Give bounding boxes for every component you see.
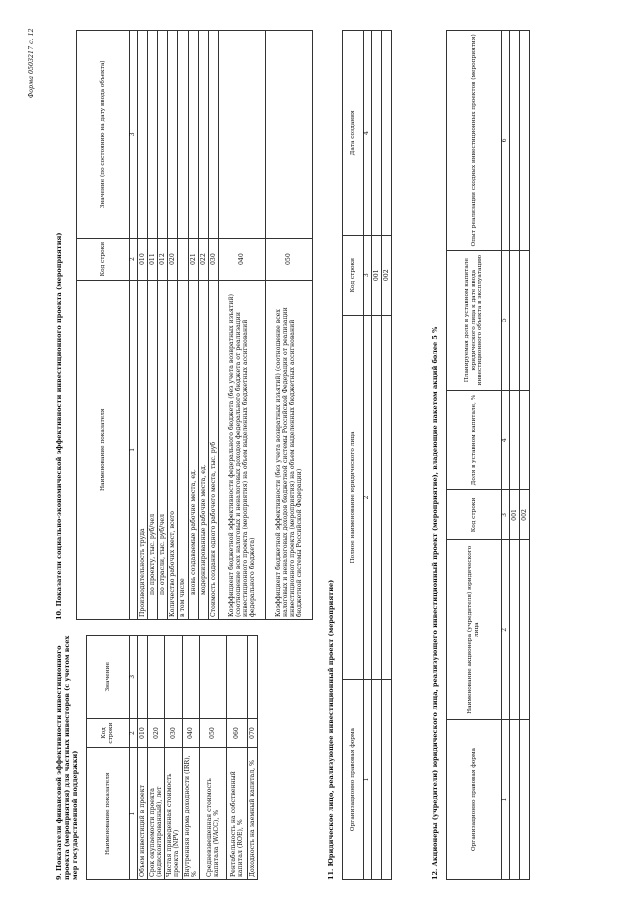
row-code: 011: [148, 238, 158, 280]
row-code: 010: [137, 238, 147, 280]
s12-colnum: 6: [502, 31, 510, 251]
value-cell[interactable]: [188, 31, 198, 239]
row-code: 020: [168, 238, 178, 280]
table-row: [178, 31, 188, 620]
s9-header-value: Значение: [87, 636, 130, 719]
row-label: Стоимость создания одного рабочего места, тыс. руб: [208, 280, 218, 619]
table-row: [371, 31, 381, 880]
row-label: Чистая приведенная стоимость проекта (NPV): [165, 748, 182, 880]
row-label: Объем инвестиций в проект: [137, 748, 147, 880]
row-code: 022: [198, 238, 208, 280]
s11-header-name: Полное наименование юридического лица: [343, 315, 364, 680]
value-cell[interactable]: [265, 31, 312, 239]
row-code: 020: [148, 718, 165, 748]
value-cell[interactable]: [208, 31, 218, 239]
section-11-title: 11. Юридическое лицо, реализующее инвестиционный проект (мероприятие): [327, 579, 335, 880]
table-row: [199, 636, 226, 880]
row-label: по отрасли, тыс. руб/чел: [158, 280, 168, 619]
row-code: 070: [247, 718, 257, 748]
table-row: [158, 31, 168, 620]
rotated-page: [20, 18, 620, 888]
s12-colnum: 4: [502, 390, 510, 490]
table-row: [137, 31, 147, 620]
name-cell[interactable]: [509, 540, 519, 720]
row-code: 050: [265, 238, 312, 280]
table-row: [208, 31, 218, 620]
row-label: в том числе: [178, 280, 188, 619]
table-row: [148, 636, 165, 880]
table-row: [198, 31, 208, 620]
row-code: 040: [218, 238, 265, 280]
s9-header-code: Код строки: [87, 718, 130, 748]
section-12-table: [446, 30, 530, 880]
s10-colnum: 2: [130, 238, 138, 280]
date-cell[interactable]: [371, 31, 381, 236]
value-cell[interactable]: [247, 636, 257, 719]
table-row: [520, 31, 530, 880]
row-code: [178, 238, 188, 280]
row-code: 002: [520, 490, 530, 540]
s11-colnum: 2: [364, 315, 372, 680]
experience-cell[interactable]: [509, 31, 519, 251]
section-11-table: [342, 30, 392, 880]
value-cell[interactable]: [165, 636, 182, 719]
table-row: [509, 31, 519, 880]
table-row: [188, 31, 198, 620]
s11-colnum: 4: [364, 31, 372, 236]
s12-colnum: 3: [502, 490, 510, 540]
row-label: Коэффициент бюджетной эффективности федерального бюджета (без учета возвратных изъятий) (соотношение всех налоговых и неналоговых доходов федерального бюджета от реализации инвестиционного проекта (мероприятия) на объем выделенных бюджетных ассигнований федерального бюджета): [218, 280, 265, 619]
share-cell[interactable]: [509, 390, 519, 490]
value-cell[interactable]: [158, 31, 168, 239]
row-code: 021: [188, 238, 198, 280]
form-cell[interactable]: [382, 680, 392, 880]
table-row: [218, 31, 265, 620]
s12-header-code: Код строки: [447, 490, 502, 540]
planned-share-cell[interactable]: [520, 250, 530, 390]
row-code: 060: [226, 718, 247, 748]
table-row: [168, 31, 178, 620]
s12-header-share: Доля в уставном капитале, %: [447, 390, 502, 490]
s12-colnum: 5: [502, 250, 510, 390]
value-cell[interactable]: [198, 31, 208, 239]
form-cell[interactable]: [371, 680, 381, 880]
table-row: [265, 31, 312, 620]
row-label: Коэффициент бюджетной эффективности (без учета возвратных изъятий) (соотношение всех налоговых и неналоговых доходов бюджетной системы Российской Федерации от реализации инвестиционного проекта (мероприятия) на объем выделенных бюджетных ассигнований бюджетной системы Российской Федерации): [265, 280, 312, 619]
table-row: [247, 636, 257, 880]
row-label: Рентабельность на собственный капитал (ROE), %: [226, 748, 247, 880]
s12-header-planned-share: Планируемая доля в уставном капитале юридического лица к дате ввода инвестиционного объекта в эксплуатацию: [447, 250, 502, 390]
s11-colnum: 3: [364, 235, 372, 315]
row-code: 040: [182, 718, 199, 748]
table-row: [226, 636, 247, 880]
value-cell[interactable]: [199, 636, 226, 719]
s12-header-experience: Опыт реализации сходных инвестиционных проектов (мероприятия): [447, 31, 502, 251]
table-row: [137, 636, 147, 880]
s9-colnum: 2: [130, 718, 138, 748]
table-row: [165, 636, 182, 880]
table-row: [382, 31, 392, 880]
table-row: [148, 31, 158, 620]
section-10-title: 10. Показатели социально-экономической эффективности инвестиционного проекта (мероприятия): [55, 232, 63, 620]
row-code: 002: [382, 235, 392, 315]
s11-header-form: Организационно правовая форма: [343, 680, 364, 880]
value-cell[interactable]: [137, 31, 147, 239]
value-cell[interactable]: [182, 636, 199, 719]
s11-colnum: 1: [364, 680, 372, 880]
value-cell[interactable]: [137, 636, 147, 719]
s11-header-date: Дата создания: [343, 31, 364, 236]
row-code: 030: [208, 238, 218, 280]
s10-header-code: Код строки: [77, 238, 130, 280]
section-10-table: [76, 30, 313, 620]
row-label: Средневзвешенная стоимость капитала (WACC), %: [199, 748, 226, 880]
s9-colnum: 1: [130, 748, 138, 880]
value-cell[interactable]: [148, 31, 158, 239]
row-label: Доходность на заемный капитал, %: [247, 748, 257, 880]
value-cell[interactable]: [226, 636, 247, 719]
row-code: 012: [158, 238, 168, 280]
name-cell[interactable]: [520, 540, 530, 720]
row-code: 010: [137, 718, 147, 748]
row-label: Количество рабочих мест, всего: [168, 280, 178, 619]
s9-header-name: Наименование показателя: [87, 748, 130, 880]
row-code: 001: [371, 235, 381, 315]
s9-colnum: 3: [130, 636, 138, 719]
value-cell[interactable]: [148, 636, 165, 719]
s10-header-value: Значение (по состоянию на дату ввода объекта): [77, 31, 130, 239]
value-cell[interactable]: [168, 31, 178, 239]
planned-share-cell[interactable]: [509, 250, 519, 390]
s12-header-form: Организационно правовая форма: [447, 720, 502, 880]
section-9-title: 9. Показатели финансовой эффективности инвестиционного проекта (мероприятия) для частных инвесторов (с учетом всех мер государственной поддержки): [55, 635, 79, 880]
s11-header-code: Код строки: [343, 235, 364, 315]
share-cell[interactable]: [520, 390, 530, 490]
row-label: Производительность труда: [137, 280, 147, 619]
s12-header-name: Наименование акционера (учредителя) юридического лица: [447, 540, 502, 720]
value-cell[interactable]: [218, 31, 265, 239]
s12-colnum: 1: [502, 720, 510, 880]
s12-colnum: 2: [502, 540, 510, 720]
row-code: 001: [509, 490, 519, 540]
form-number: Форма 0503217 с. 12: [28, 28, 35, 98]
row-label: Внутренняя норма доходности (IRR), %: [182, 748, 199, 880]
row-label: по проекту, тыс. руб/чел: [148, 280, 158, 619]
row-label: модернизированные рабочие места, ед.: [198, 280, 208, 619]
row-label: Срок окупаемости проекта (недисконтированный), лет: [148, 748, 165, 880]
row-code: 050: [199, 718, 226, 748]
form-cell[interactable]: [520, 720, 530, 880]
value-cell[interactable]: [178, 31, 188, 239]
s10-colnum: 3: [130, 31, 138, 239]
name-cell[interactable]: [382, 315, 392, 680]
s10-colnum: 1: [130, 280, 138, 619]
experience-cell[interactable]: [520, 31, 530, 251]
section-9-table: [86, 635, 258, 880]
table-row: [182, 636, 199, 880]
row-label: вновь создаваемые рабочие места, ед.: [188, 280, 198, 619]
name-cell[interactable]: [371, 315, 381, 680]
s10-header-name: Наименование показателя: [77, 280, 130, 619]
form-cell[interactable]: [509, 720, 519, 880]
date-cell[interactable]: [382, 31, 392, 236]
row-code: 030: [165, 718, 182, 748]
section-12-title: 12. Акционеры (учредители) юридического лица, реализующего инвестиционный проект (мероприятие), владеющие пакетом акций более 5 %: [431, 326, 439, 880]
